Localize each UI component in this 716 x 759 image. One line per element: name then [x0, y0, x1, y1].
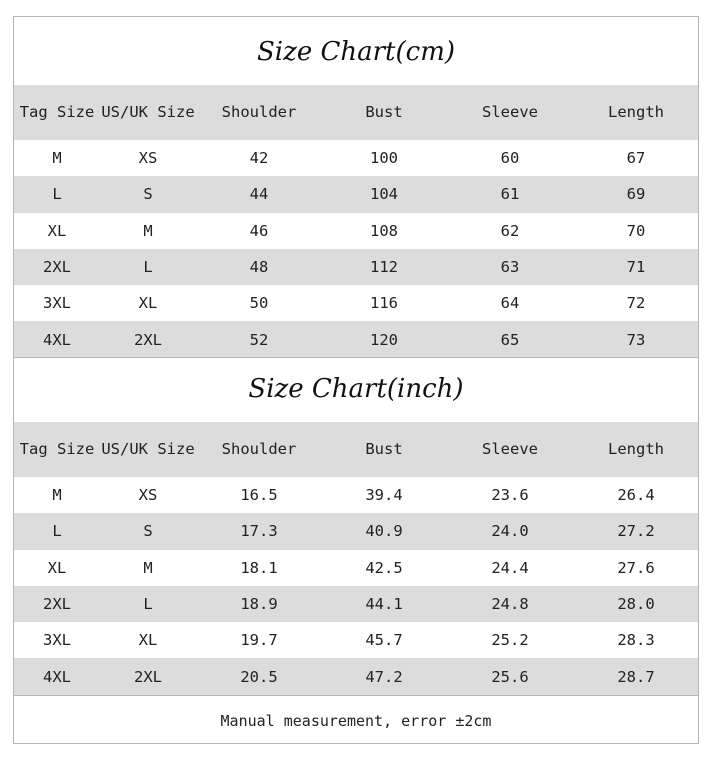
- header-tag-size: Tag Size: [19, 103, 95, 121]
- table-header-row: [14, 422, 698, 477]
- table-row: [14, 658, 698, 694]
- cell-sleeve: 24.0: [491, 522, 529, 541]
- cell-bust: 120: [370, 330, 398, 349]
- cell-shoulder: 48: [249, 258, 269, 277]
- cell-tag-size: L: [52, 185, 62, 204]
- cell-us-uk-size: S: [143, 185, 153, 204]
- cell-length: 28.3: [617, 631, 655, 650]
- cell-us-uk-size: M: [143, 558, 153, 577]
- table-row: [14, 513, 698, 549]
- cell-length: 69: [626, 185, 646, 204]
- header-length: Length: [608, 440, 664, 458]
- cell-sleeve: 64: [500, 294, 520, 313]
- size-chart-card: [13, 16, 699, 744]
- cell-bust: 47.2: [365, 667, 403, 686]
- cell-us-uk-size: L: [143, 595, 153, 614]
- cell-sleeve: 63: [500, 258, 520, 277]
- cell-bust: 100: [370, 149, 398, 168]
- cell-tag-size: 4XL: [43, 330, 71, 349]
- header-shoulder: Shoulder: [221, 440, 297, 458]
- table-row: [14, 550, 698, 586]
- table-row: [14, 285, 698, 321]
- cell-us-uk-size: XS: [138, 486, 158, 505]
- cell-us-uk-size: XL: [138, 631, 158, 650]
- cell-tag-size: 2XL: [43, 595, 71, 614]
- cell-sleeve: 24.4: [491, 558, 529, 577]
- cell-shoulder: 52: [249, 330, 269, 349]
- cell-tag-size: 2XL: [43, 258, 71, 277]
- cm-size-table: [14, 85, 698, 358]
- cell-bust: 45.7: [365, 631, 403, 650]
- cell-shoulder: 46: [249, 221, 269, 240]
- cell-shoulder: 18.9: [240, 595, 278, 614]
- inch-table-body: [14, 422, 698, 695]
- cell-us-uk-size: 2XL: [134, 330, 162, 349]
- header-sleeve: Sleeve: [482, 440, 538, 458]
- cell-length: 72: [626, 294, 646, 313]
- cell-sleeve: 61: [500, 185, 520, 204]
- cell-us-uk-size: S: [143, 522, 153, 541]
- cell-us-uk-size: 2XL: [134, 667, 162, 686]
- cell-length: 70: [626, 221, 646, 240]
- cell-bust: 44.1: [365, 595, 403, 614]
- table-row: [14, 140, 698, 176]
- table-row: [14, 176, 698, 212]
- cell-shoulder: 18.1: [240, 558, 278, 577]
- table-row: [14, 622, 698, 658]
- cell-sleeve: 24.8: [491, 595, 529, 614]
- cell-us-uk-size: M: [143, 221, 153, 240]
- cell-shoulder: 44: [249, 185, 269, 204]
- cm-table-body: [14, 85, 698, 358]
- cell-length: 67: [626, 149, 646, 168]
- cell-length: 28.0: [617, 595, 655, 614]
- cell-bust: 112: [370, 258, 398, 277]
- measurement-note: Manual measurement, error ±2cm: [220, 712, 492, 730]
- cell-sleeve: 62: [500, 221, 520, 240]
- cell-bust: 116: [370, 294, 398, 313]
- cell-shoulder: 50: [249, 294, 269, 313]
- cm-chart-title: Size Chart(cm): [257, 37, 455, 67]
- cell-length: 27.6: [617, 558, 655, 577]
- cell-tag-size: M: [52, 486, 62, 505]
- divider: [14, 357, 698, 358]
- header-tag-size: Tag Size: [19, 440, 95, 458]
- header-shoulder: Shoulder: [221, 103, 297, 121]
- table-row: [14, 477, 698, 513]
- divider: [14, 695, 698, 696]
- cell-us-uk-size: L: [143, 258, 153, 277]
- cell-length: 26.4: [617, 486, 655, 505]
- cell-sleeve: 60: [500, 149, 520, 168]
- header-us-uk-size: US/UK Size: [101, 440, 195, 458]
- cell-bust: 108: [370, 221, 398, 240]
- cell-shoulder: 42: [249, 149, 269, 168]
- header-sleeve: Sleeve: [482, 103, 538, 121]
- inch-size-table: [14, 422, 698, 695]
- cell-length: 28.7: [617, 667, 655, 686]
- cell-sleeve: 23.6: [491, 486, 529, 505]
- cell-shoulder: 20.5: [240, 667, 278, 686]
- cell-sleeve: 25.2: [491, 631, 529, 650]
- header-bust: Bust: [365, 103, 403, 121]
- table-row: [14, 249, 698, 285]
- cell-tag-size: 4XL: [43, 667, 71, 686]
- table-row: [14, 586, 698, 622]
- cell-bust: 104: [370, 185, 398, 204]
- cell-tag-size: 3XL: [43, 294, 71, 313]
- cell-bust: 40.9: [365, 522, 403, 541]
- cell-shoulder: 16.5: [240, 486, 278, 505]
- table-header-row: [14, 85, 698, 140]
- table-row: [14, 321, 698, 357]
- cell-tag-size: L: [52, 522, 62, 541]
- cell-length: 73: [626, 330, 646, 349]
- cell-tag-size: XL: [47, 221, 67, 240]
- header-length: Length: [608, 103, 664, 121]
- cell-tag-size: M: [52, 149, 62, 168]
- header-us-uk-size: US/UK Size: [101, 103, 195, 121]
- cell-tag-size: XL: [47, 558, 67, 577]
- cell-shoulder: 19.7: [240, 631, 278, 650]
- cell-sleeve: 65: [500, 330, 520, 349]
- inch-chart-title: Size Chart(inch): [248, 374, 464, 404]
- cell-length: 27.2: [617, 522, 655, 541]
- table-row: [14, 213, 698, 249]
- cell-us-uk-size: XS: [138, 149, 158, 168]
- cell-length: 71: [626, 258, 646, 277]
- header-bust: Bust: [365, 440, 403, 458]
- cell-sleeve: 25.6: [491, 667, 529, 686]
- cell-shoulder: 17.3: [240, 522, 278, 541]
- cell-tag-size: 3XL: [43, 631, 71, 650]
- cell-bust: 39.4: [365, 486, 403, 505]
- cell-us-uk-size: XL: [138, 294, 158, 313]
- cell-bust: 42.5: [365, 558, 403, 577]
